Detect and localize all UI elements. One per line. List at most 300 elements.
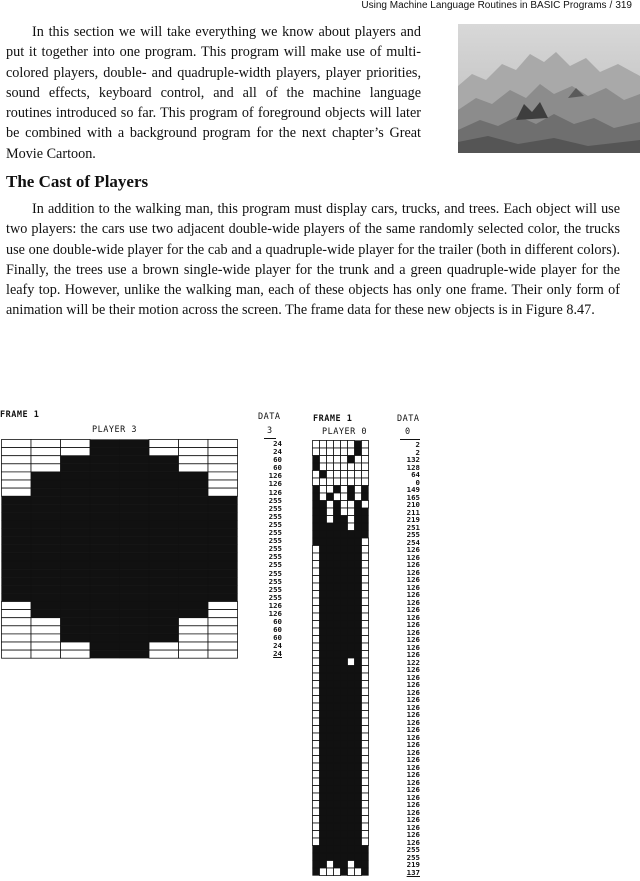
player-0-cell <box>320 808 327 816</box>
player-3-cell <box>31 440 61 448</box>
player-0-cell <box>362 463 369 471</box>
player-3-cell <box>31 496 61 504</box>
player-0-cell <box>348 681 355 689</box>
player-0-cell <box>334 636 341 644</box>
player-3-cell <box>31 577 61 585</box>
player-3-cell <box>120 440 150 448</box>
player-0-cell <box>313 778 320 786</box>
player-0-cell <box>327 726 334 734</box>
player-3-cell <box>90 561 120 569</box>
player-0-cell <box>348 531 355 539</box>
player-3-data-value: 255 <box>268 519 282 529</box>
player-0-data-value: 219 <box>406 860 420 869</box>
player-3-cell <box>149 553 179 561</box>
player-0-data-value: 126 <box>406 575 420 584</box>
player-0-cell <box>334 568 341 576</box>
player-0-cell <box>348 756 355 764</box>
player-3-cell <box>2 448 32 456</box>
player-3-cell <box>149 585 179 593</box>
player-0-cell <box>320 598 327 606</box>
player-3-cell <box>208 569 238 577</box>
player-0-cell <box>327 748 334 756</box>
player-0-cell <box>320 471 327 479</box>
player-0-cell <box>334 816 341 824</box>
player-0-cell <box>320 741 327 749</box>
player-0-data-value: 126 <box>406 837 420 847</box>
player-3-cell <box>90 577 120 585</box>
player-0-cell <box>362 546 369 554</box>
player-3-data-value: 60 <box>273 463 282 473</box>
player-3-cell <box>2 626 32 634</box>
player-3-cell <box>61 593 91 601</box>
player-3-cell <box>120 610 150 618</box>
player-3-cell <box>179 512 209 520</box>
player-0-cell <box>313 838 320 846</box>
player-3-cell <box>120 504 150 512</box>
player-3-cell <box>149 618 179 626</box>
player-0-cell <box>362 561 369 569</box>
player-0-cell <box>334 606 341 614</box>
player-0-cell <box>355 838 362 846</box>
player-0-cell <box>320 861 327 869</box>
player-0-cell <box>334 756 341 764</box>
player-3-cell <box>179 626 209 634</box>
player-0-cell <box>320 801 327 809</box>
player-0-cell <box>348 868 355 876</box>
player-0-cell <box>320 666 327 674</box>
player-0-data-value: 126 <box>406 665 420 674</box>
player-3-cell <box>179 448 209 456</box>
player-0-cell <box>327 493 334 501</box>
player-3-cell <box>61 642 91 650</box>
player-3-data-value: 126 <box>268 487 282 497</box>
player-0-cell <box>320 463 327 471</box>
player-0-cell <box>355 441 362 449</box>
player-0-cell <box>362 576 369 584</box>
player-3-cell <box>90 585 120 593</box>
right-data-label: DATA <box>397 414 420 424</box>
player-0-cell <box>355 478 362 486</box>
player-3-data-value: 24 <box>273 641 282 651</box>
player-0-cell <box>334 808 341 816</box>
player-0-cell <box>341 576 348 584</box>
player-3-cell <box>179 504 209 512</box>
player-0-cell <box>348 831 355 839</box>
player-3-data-value: 126 <box>268 471 282 481</box>
player-0-data-value: 126 <box>406 785 420 794</box>
player-3-cell <box>31 529 61 537</box>
player-0-cell <box>362 591 369 599</box>
player-0-cell <box>313 501 320 509</box>
player-0-cell <box>320 568 327 576</box>
player-3-cell <box>31 480 61 488</box>
player-0-cell <box>362 501 369 509</box>
player-0-cell <box>341 606 348 614</box>
player-0-cell <box>355 853 362 861</box>
player-0-cell <box>348 823 355 831</box>
player-0-cell <box>313 673 320 681</box>
player-0-cell <box>348 726 355 734</box>
player-0-cell <box>355 606 362 614</box>
player-3-cell <box>208 448 238 456</box>
player-3-cell <box>208 464 238 472</box>
player-3-cell <box>149 650 179 658</box>
player-0-cell <box>341 508 348 516</box>
player-0-data-value: 126 <box>406 822 420 832</box>
player-0-cell <box>355 756 362 764</box>
player-0-cell <box>327 823 334 831</box>
player-3-cell <box>149 577 179 585</box>
player-0-cell <box>355 576 362 584</box>
player-0-cell <box>320 778 327 786</box>
player-3-data-value: 255 <box>268 552 282 562</box>
player-0-grid <box>312 440 369 876</box>
player-0-cell <box>362 711 369 719</box>
player-0-data-value: 126 <box>406 815 420 824</box>
player-3-cell <box>90 610 120 618</box>
player-0-cell <box>327 853 334 861</box>
player-0-cell <box>334 868 341 876</box>
player-0-cell <box>362 666 369 674</box>
player-3-cell <box>208 577 238 585</box>
player-0-cell <box>348 696 355 704</box>
player-0-cell <box>362 628 369 636</box>
player-3-cell <box>208 456 238 464</box>
player-0-cell <box>320 531 327 539</box>
player-3-data-value: 255 <box>268 495 282 505</box>
player-0-cell <box>341 598 348 606</box>
player-3-cell <box>208 537 238 545</box>
player-0-cell <box>355 636 362 644</box>
player-0-cell <box>362 643 369 651</box>
player-0-cell <box>313 718 320 726</box>
player-3-cell <box>90 448 120 456</box>
player-3-cell <box>208 602 238 610</box>
player-3-cell <box>179 440 209 448</box>
player-0-cell <box>313 861 320 869</box>
player-0-cell <box>362 868 369 876</box>
player-0-cell <box>334 823 341 831</box>
player-0-cell <box>327 561 334 569</box>
player-3-cell <box>179 537 209 545</box>
player-0-cell <box>355 456 362 464</box>
player-0-cell <box>327 681 334 689</box>
player-0-cell <box>334 583 341 591</box>
player-0-cell <box>355 628 362 636</box>
player-0-cell <box>355 651 362 659</box>
player-0-cell <box>355 741 362 749</box>
player-0-cell <box>341 733 348 741</box>
player-0-data-value: 211 <box>406 507 420 517</box>
player-0-cell <box>341 448 348 456</box>
player-0-data-value: 126 <box>406 650 420 659</box>
player-0-cell <box>320 576 327 584</box>
player-0-cell <box>320 516 327 524</box>
player-0-cell <box>362 756 369 764</box>
player-3-cell <box>90 456 120 464</box>
player-0-cell <box>355 673 362 681</box>
player-0-cell <box>355 568 362 576</box>
player-0-data-value: 126 <box>406 740 420 749</box>
player-0-cell <box>341 778 348 786</box>
player-0-cell <box>355 523 362 531</box>
player-3-cell <box>120 577 150 585</box>
player-3-cell <box>31 626 61 634</box>
player-0-cell <box>334 621 341 629</box>
player-0-cell <box>348 576 355 584</box>
player-3-cell <box>120 561 150 569</box>
player-0-cell <box>320 786 327 794</box>
player-3-cell <box>2 504 32 512</box>
player-0-cell <box>355 786 362 794</box>
player-3-cell <box>208 626 238 634</box>
player-0-cell <box>348 628 355 636</box>
player-3-cell <box>149 521 179 529</box>
player-0-cell <box>341 823 348 831</box>
player-3-cell <box>179 618 209 626</box>
player-0-cell <box>327 441 334 449</box>
player-0-cell <box>313 786 320 794</box>
player-3-cell <box>120 602 150 610</box>
player-3-cell <box>90 440 120 448</box>
player-0-cell <box>334 726 341 734</box>
player-3-cell <box>2 642 32 650</box>
player-0-cell <box>341 666 348 674</box>
player-0-cell <box>341 853 348 861</box>
player-3-cell <box>2 634 32 642</box>
player-3-cell <box>179 553 209 561</box>
player-3-cell <box>149 569 179 577</box>
player-3-cell <box>120 650 150 658</box>
player-0-cell <box>327 741 334 749</box>
player-0-cell <box>313 441 320 449</box>
player-0-cell <box>341 748 348 756</box>
player-0-cell <box>355 726 362 734</box>
player-0-cell <box>313 546 320 554</box>
player-3-cell <box>90 593 120 601</box>
player-0-cell <box>362 598 369 606</box>
player-0-data-value: 126 <box>406 800 420 809</box>
player-0-cell <box>362 763 369 771</box>
player-0-cell <box>334 673 341 681</box>
player-3-cell <box>120 464 150 472</box>
player-3-cell <box>179 456 209 464</box>
player-0-data-value: 2 <box>415 440 420 449</box>
player-0-cell <box>327 771 334 779</box>
player-0-data-value: 126 <box>406 770 420 779</box>
player-0-cell <box>313 696 320 704</box>
player-3-cell <box>61 480 91 488</box>
player-3-cell <box>179 569 209 577</box>
player-0-cell <box>327 501 334 509</box>
player-0-cell <box>348 688 355 696</box>
player-3-cell <box>31 488 61 496</box>
player-0-cell <box>313 831 320 839</box>
player-0-cell <box>313 553 320 561</box>
player-0-cell <box>348 448 355 456</box>
player-3-cell <box>149 448 179 456</box>
player-3-cell <box>208 618 238 626</box>
player-3-data-value: 255 <box>268 528 282 538</box>
player-3-cell <box>2 456 32 464</box>
player-3-cell <box>208 585 238 593</box>
player-0-cell <box>348 763 355 771</box>
player-3-cell <box>208 610 238 618</box>
player-0-cell <box>341 793 348 801</box>
player-0-cell <box>362 658 369 666</box>
player-0-cell <box>362 486 369 494</box>
player-3-data-value: 60 <box>273 633 282 643</box>
player-0-cell <box>334 576 341 584</box>
player-0-cell <box>313 621 320 629</box>
player-0-cell <box>355 711 362 719</box>
player-3-cell <box>90 602 120 610</box>
player-0-cell <box>348 733 355 741</box>
player-3-cell <box>2 585 32 593</box>
player-0-cell <box>334 771 341 779</box>
player-0-cell <box>348 523 355 531</box>
player-0-cell <box>320 673 327 681</box>
player-0-cell <box>313 643 320 651</box>
player-0-cell <box>362 831 369 839</box>
player-3-cell <box>61 569 91 577</box>
player-0-cell <box>348 613 355 621</box>
player-0-cell <box>334 598 341 606</box>
player-0-data-value: 126 <box>406 830 420 839</box>
player-0-cell <box>355 681 362 689</box>
player-0-cell <box>341 583 348 591</box>
player-0-cell <box>355 696 362 704</box>
player-0-cell <box>341 501 348 509</box>
player-0-cell <box>355 598 362 606</box>
player-3-cell <box>179 496 209 504</box>
player-0-cell <box>334 778 341 786</box>
player-3-cell <box>179 488 209 496</box>
player-3-cell <box>149 593 179 601</box>
player-3-cell <box>61 512 91 520</box>
player-3-cell <box>90 488 120 496</box>
player-0-cell <box>355 531 362 539</box>
player-0-cell <box>348 463 355 471</box>
player-3-cell <box>208 488 238 496</box>
player-0-cell <box>334 846 341 854</box>
player-0-cell <box>355 463 362 471</box>
player-0-cell <box>355 868 362 876</box>
player-0-cell <box>341 846 348 854</box>
player-0-cell <box>348 861 355 869</box>
player-3-cell <box>31 537 61 545</box>
player-0-cell <box>348 786 355 794</box>
player-3-cell <box>2 496 32 504</box>
player-0-cell <box>348 801 355 809</box>
player-0-data-value: 126 <box>406 597 420 607</box>
player-3-cell <box>2 521 32 529</box>
player-0-cell <box>341 493 348 501</box>
player-3-cell <box>90 472 120 480</box>
player-0-cell <box>341 861 348 869</box>
player-3-cell <box>61 448 91 456</box>
player-0-cell <box>362 718 369 726</box>
player-0-cell <box>341 613 348 621</box>
player-0-cell <box>341 553 348 561</box>
player-0-cell <box>327 868 334 876</box>
player-0-data-value: 126 <box>406 710 420 719</box>
player-0-cell <box>334 501 341 509</box>
player-3-cell <box>90 626 120 634</box>
player-3-cell <box>31 561 61 569</box>
player-0-cell <box>341 621 348 629</box>
player-0-cell <box>327 486 334 494</box>
player-3-cell <box>149 529 179 537</box>
player-0-cell <box>327 838 334 846</box>
player-0-cell <box>320 478 327 486</box>
player-0-cell <box>348 771 355 779</box>
player-0-cell <box>341 516 348 524</box>
player-3-cell <box>208 504 238 512</box>
player-0-cell <box>341 456 348 464</box>
player-0-cell <box>327 508 334 516</box>
player-0-cell <box>320 643 327 651</box>
player-0-cell <box>320 606 327 614</box>
player-0-cell <box>341 441 348 449</box>
player-0-cell <box>362 523 369 531</box>
player-0-cell <box>341 868 348 876</box>
player-3-cell <box>90 464 120 472</box>
player-0-cell <box>348 703 355 711</box>
player-0-cell <box>313 508 320 516</box>
player-0-cell <box>348 598 355 606</box>
player-0-cell <box>341 696 348 704</box>
player-0-cell <box>341 568 348 576</box>
player-0-data-value: 126 <box>406 732 420 742</box>
player-0-cell <box>320 546 327 554</box>
player-0-cell <box>334 486 341 494</box>
player-0-cell <box>334 658 341 666</box>
player-0-data-value: 128 <box>406 462 420 472</box>
player-3-cell <box>31 593 61 601</box>
player-0-cell <box>348 778 355 786</box>
player-0-cell <box>313 478 320 486</box>
player-3-cell <box>61 610 91 618</box>
player-3-cell <box>31 569 61 577</box>
player-0-cell <box>341 718 348 726</box>
player-0-cell <box>355 583 362 591</box>
player-0-cell <box>313 583 320 591</box>
player-0-cell <box>320 718 327 726</box>
player-0-cell <box>355 613 362 621</box>
player-3-cell <box>2 618 32 626</box>
player-0-cell <box>348 553 355 561</box>
player-3-cell <box>179 602 209 610</box>
player-3-cell <box>61 456 91 464</box>
player-0-cell <box>362 606 369 614</box>
player-0-cell <box>313 801 320 809</box>
player-3-cell <box>120 545 150 553</box>
player-3-cell <box>61 472 91 480</box>
player-0-data-value: 126 <box>406 755 420 764</box>
player-3-cell <box>2 593 32 601</box>
player-0-data-value: 126 <box>406 672 420 682</box>
player-0-cell <box>313 576 320 584</box>
player-3-cell <box>120 456 150 464</box>
left-data-sub: 3 <box>267 426 273 436</box>
player-0-cell <box>341 471 348 479</box>
player-3-cell <box>2 512 32 520</box>
player-0-cell <box>348 658 355 666</box>
header-title: Using Machine Language Routines in BASIC Programs <box>361 0 607 11</box>
player-3-cell <box>149 537 179 545</box>
player-0-cell <box>348 478 355 486</box>
